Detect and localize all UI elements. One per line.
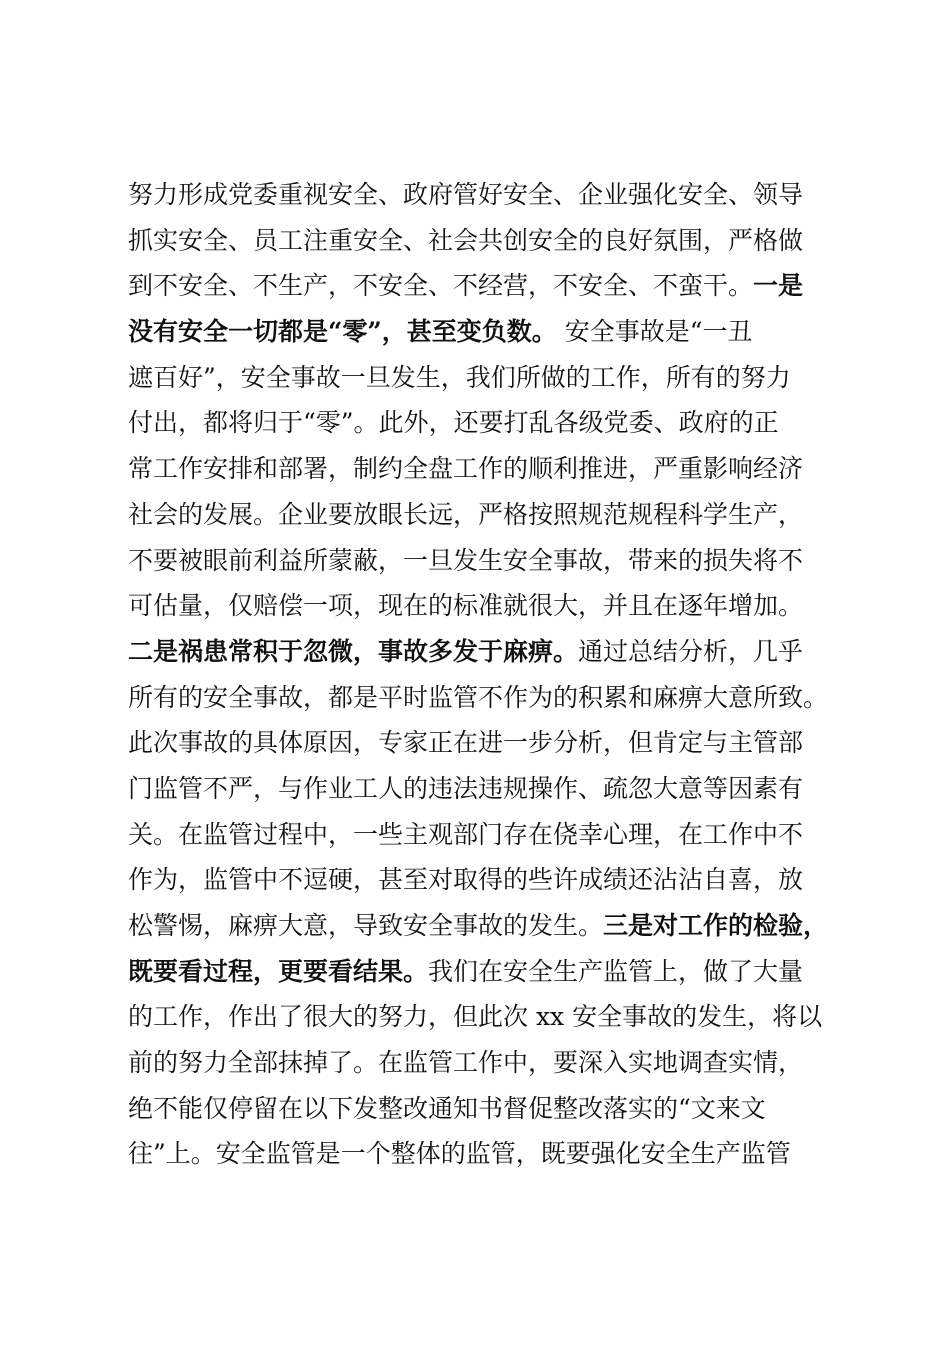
- text-line: [128, 1086, 833, 1132]
- text-segment: 的工作，作出了很大的努力，但此次 xx 安全事故的发生，将以: [128, 1002, 823, 1032]
- text-line: [128, 629, 833, 675]
- text-line: [128, 538, 833, 584]
- text-line: [128, 355, 833, 401]
- text-segment: 常工作安排和部署，制约全盘工作的顺利推进，严重影响经济: [128, 454, 804, 484]
- text-line: [128, 218, 833, 264]
- text-segment: 前的努力全部抹掉了。在监管工作中，要深入实地调查实情，: [128, 1048, 804, 1078]
- text-segment: 遮百好”，安全事故一旦发生，我们所做的工作，所有的努力: [128, 362, 791, 392]
- bold-text-segment: 既要看过程，更要看结果。: [128, 956, 429, 986]
- body-text: [128, 172, 833, 1177]
- text-segment: 到不安全、不生产，不安全、不经营，不安全、不蛮干。: [128, 271, 754, 301]
- text-line: [128, 949, 833, 995]
- text-segment: 抓实安全、员工注重安全、社会共创安全的良好氛围，严格做: [128, 225, 804, 255]
- text-segment: 付出，都将归于“零”。此外，还要打乱各级党委、政府的正: [128, 408, 779, 438]
- text-segment: 我们在安全生产监管上，做了大量: [428, 956, 804, 986]
- text-segment: 不要被眼前利益所蒙蔽，一旦发生安全事故，带来的损失将不: [128, 545, 804, 575]
- text-segment: 此次事故的具体原因，专家正在进一步分析，但肯定与主管部: [128, 728, 804, 758]
- bold-text-segment: 没有安全一切都是“零”，甚至变负数。: [128, 317, 557, 347]
- text-segment: 往”上。安全监管是一个整体的监管，既要强化安全生产监管: [128, 1139, 791, 1169]
- text-segment: 作为，监管中不逗硬，甚至对取得的些许成绩还沾沾自喜，放: [128, 865, 804, 895]
- text-line: [128, 720, 833, 766]
- text-line: [128, 172, 833, 218]
- text-line: [128, 400, 833, 446]
- text-line: [128, 903, 833, 949]
- text-segment: 绝不能仅停留在以下发整改通知书督促整改落实的“文来文: [128, 1093, 766, 1123]
- text-line: [128, 1131, 833, 1177]
- text-segment: 关。在监管过程中，一些主观部门存在侥幸心理，在工作中不: [128, 819, 804, 849]
- text-segment: 所有的安全事故，都是平时监管不作为的积累和麻痹大意所致。: [128, 682, 829, 712]
- bold-text-segment: 一是: [753, 271, 804, 301]
- bold-text-segment: 三是对工作的检验，: [603, 911, 829, 940]
- text-line: [128, 812, 833, 858]
- text-segment: 社会的发展。企业要放眼长远，严格按照规范规程科学生产，: [128, 499, 804, 529]
- text-line: [128, 492, 833, 538]
- text-line: [128, 446, 833, 492]
- text-line: [128, 994, 833, 1040]
- text-segment: 通过总结分析，几乎: [578, 636, 804, 666]
- text-segment: 门监管不严，与作业工人的违法违规操作、疏忽大意等因素有: [128, 773, 804, 803]
- text-segment: 安全事故是“一丑: [556, 317, 753, 347]
- text-segment: 松警惕，麻痹大意，导致安全事故的发生。: [128, 911, 604, 940]
- text-segment: 努力形成党委重视安全、政府管好安全、企业强化安全、领导: [128, 180, 804, 209]
- text-segment: 可估量，仅赔偿一项，现在的标准就很大，并且在逐年增加。: [128, 591, 804, 621]
- text-line: [128, 1040, 833, 1086]
- text-line: [128, 675, 833, 721]
- text-line: [128, 766, 833, 812]
- text-line: [128, 263, 833, 309]
- bold-text-segment: 二是祸患常积于忽微，事故多发于麻痹。: [128, 636, 579, 666]
- text-line: [128, 309, 833, 355]
- text-line: [128, 857, 833, 903]
- text-line: [128, 583, 833, 629]
